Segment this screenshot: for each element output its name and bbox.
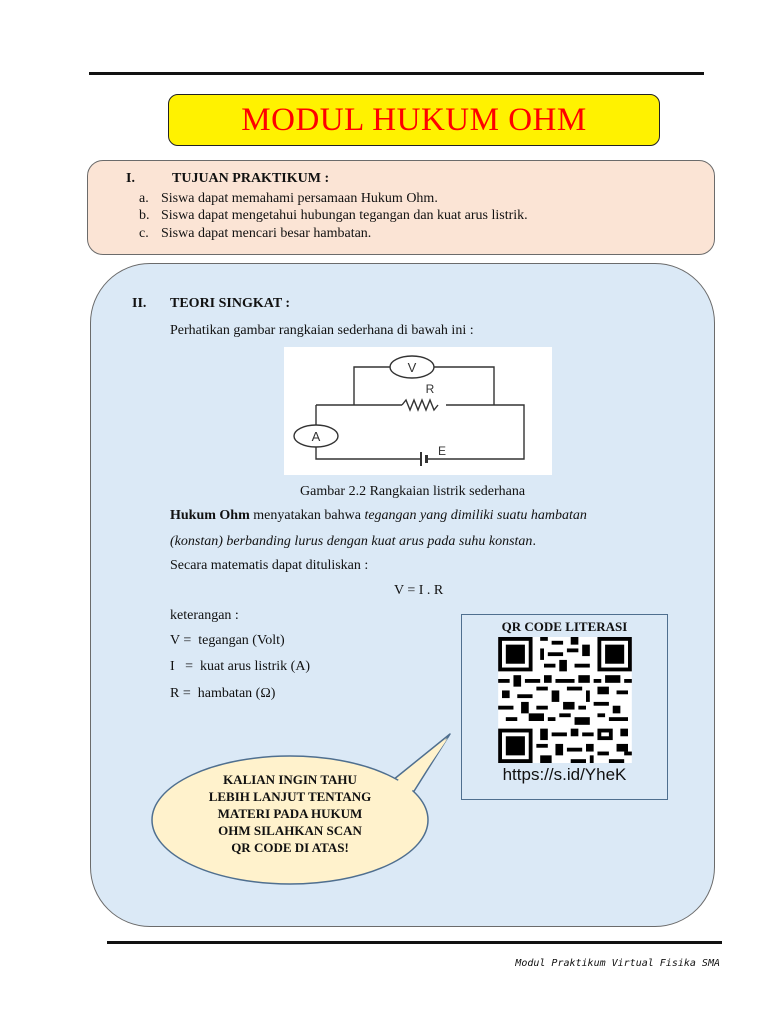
bubble-line: QR CODE DI ATAS! [231,840,349,855]
bubble-text [170,771,410,856]
teori-heading [132,296,290,312]
title-box [168,94,660,146]
teori-heading-text: TEORI SINGKAT : [170,296,291,311]
law-italic: (konstan) berbanding lurus dengan kuat arus pada suhu konstan [170,534,533,549]
voltmeter-label: V [407,360,417,375]
top-rule [89,72,704,75]
def-current: I = kuat arus listrik (A) [170,659,311,674]
math-intro: Secara matematis dapat dituliskan : [170,558,369,573]
qr-title: QR CODE LITERASI [501,619,628,634]
law-line-1 [170,508,587,524]
bubble-line: LEBIH LANJUT TENTANG [208,789,372,804]
law-text: menyatakan bahwa [249,508,365,523]
qr-url[interactable]: https://s.id/YheK [502,765,627,784]
teori-intro: Perhatikan gambar rangkaian sederhana di bawah ini : [170,323,474,338]
law-end: . [532,534,536,549]
battery-label: E [437,444,447,458]
list-letter: c. [139,226,149,241]
list-text: Siswa dapat mencari besar hambatan. [161,226,372,241]
list-item [139,190,438,207]
tujuan-heading-text: TUJUAN PRAKTIKUM : [172,171,330,186]
footer-text: Modul Praktikum Virtual Fisika SMA [515,958,720,969]
list-letter: a. [139,191,149,206]
law-bold: Hukum Ohm [170,508,250,523]
law-line-2 [170,534,536,550]
keterangan-label: keterangan : [170,608,239,623]
def-voltage: V = tegangan (Volt) [170,633,285,648]
ammeter-label: A [311,429,321,444]
circuit-svg [284,347,552,475]
law-italic: tegangan yang dimiliki suatu hambatan [364,508,587,523]
circuit-diagram [284,347,552,475]
def-resistance: R = hambatan (Ω) [170,686,276,701]
qr-code-icon[interactable] [495,637,635,763]
bubble-line: MATERI PADA HUKUM [217,806,363,821]
list-letter: b. [139,208,150,223]
teori-number: II. [132,296,147,311]
list-item [139,225,371,242]
list-item [139,207,528,224]
list-text: Siswa dapat mengetahui hubungan tegangan dan kuat arus listrik. [161,208,528,223]
resistor-label: R [425,382,435,396]
qr-box [461,614,668,800]
page-title: MODUL HUKUM OHM [241,101,587,138]
bubble-line: OHM SILAHKAN SCAN [218,823,362,838]
bubble-line: KALIAN INGIN TAHU [223,772,357,787]
tujuan-number: I. [126,171,135,186]
formula: V = I . R [394,583,444,598]
figure-caption: Gambar 2.2 Rangkaian listrik sederhana [300,484,526,499]
tujuan-heading [126,171,329,187]
bottom-rule [107,941,722,944]
list-text: Siswa dapat memahami persamaan Hukum Ohm. [161,191,438,206]
